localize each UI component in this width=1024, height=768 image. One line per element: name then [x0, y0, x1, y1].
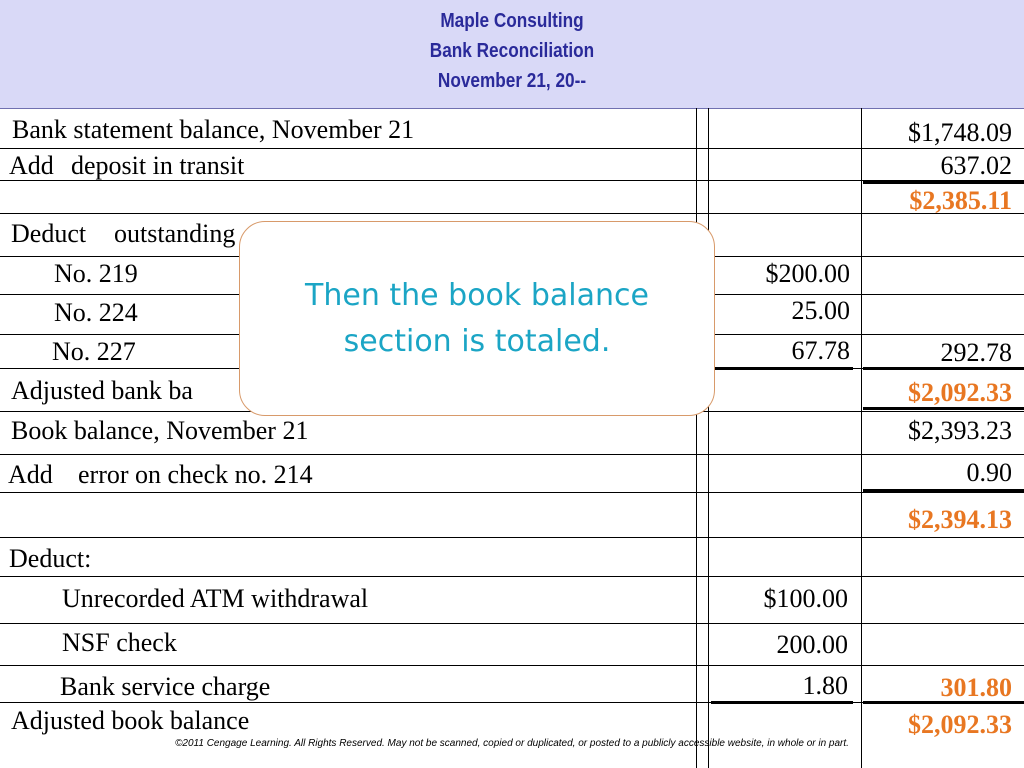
book-item-label: NSF check [62, 628, 177, 657]
explanation-callout [239, 221, 715, 416]
total-rule [711, 367, 853, 370]
check-label: No. 219 [54, 259, 138, 288]
bank-deduct-total: 292.78 [940, 338, 1012, 367]
book-add-amount: 0.90 [966, 458, 1012, 487]
bank-add-amount: 637.02 [940, 151, 1012, 180]
book-add-prefix: Add [8, 460, 53, 489]
check-label: No. 224 [54, 298, 138, 327]
total-rule [863, 181, 1024, 184]
row-divider [0, 454, 1024, 455]
book-deduct-total: 301.80 [940, 673, 1012, 702]
column-divider [696, 108, 697, 768]
report-title: Bank Reconciliation [429, 40, 595, 62]
adjusted-book-amount: $2,092.33 [908, 710, 1012, 739]
book-deduct-label: Deduct: [9, 544, 92, 573]
book-item-label: Unrecorded ATM withdrawal [62, 584, 369, 613]
book-add-label: error on check no. 214 [78, 460, 313, 489]
row-divider [0, 492, 1024, 493]
check-amount: $200.00 [765, 259, 850, 288]
bank-deduct-label: outstanding [114, 219, 236, 248]
book-item-amount: 1.80 [802, 671, 848, 700]
book-balance-amount: $2,393.23 [908, 416, 1012, 445]
book-item-amount: 200.00 [776, 630, 848, 659]
bank-add-label: deposit in transit [71, 151, 245, 180]
adjusted-bank-amount: $2,092.33 [908, 378, 1012, 407]
row-divider [0, 665, 1024, 666]
bank-subtotal: $2,385.11 [909, 186, 1012, 215]
company-name: Maple Consulting [440, 10, 584, 32]
adjusted-book-label: Adjusted book balance [11, 706, 250, 735]
bank-add-prefix: Add [9, 151, 54, 180]
row-divider [0, 148, 1024, 149]
callout-text: Then the book balance section is totaled. [305, 277, 649, 359]
check-amount: 67.78 [791, 336, 850, 365]
row-divider [0, 537, 1024, 538]
copyright-notice: ©2011 Cengage Learning. All Rights Reserved. May not be scanned, copied or duplicated, or posted to a publicly accessible website, in whole or in part. [175, 738, 849, 749]
total-rule [863, 489, 1024, 492]
book-item-label: Bank service charge [60, 672, 271, 701]
report-date: November 21, 20-- [437, 70, 587, 92]
book-subtotal: $2,394.13 [908, 505, 1012, 534]
row-divider [0, 623, 1024, 624]
check-amount: 25.00 [791, 296, 850, 325]
column-divider [708, 108, 709, 768]
report-header [0, 0, 1024, 109]
bank-statement-label: Bank statement balance, November 21 [12, 115, 415, 144]
row-divider [0, 576, 1024, 577]
book-item-amount: $100.00 [763, 584, 848, 613]
bank-deduct-prefix: Deduct [11, 219, 87, 248]
total-rule [711, 701, 853, 704]
book-balance-label: Book balance, November 21 [11, 416, 309, 445]
bank-statement-amount: $1,748.09 [908, 118, 1012, 147]
adjusted-bank-label: Adjusted bank ba [11, 376, 193, 405]
check-label: No. 227 [52, 337, 136, 366]
